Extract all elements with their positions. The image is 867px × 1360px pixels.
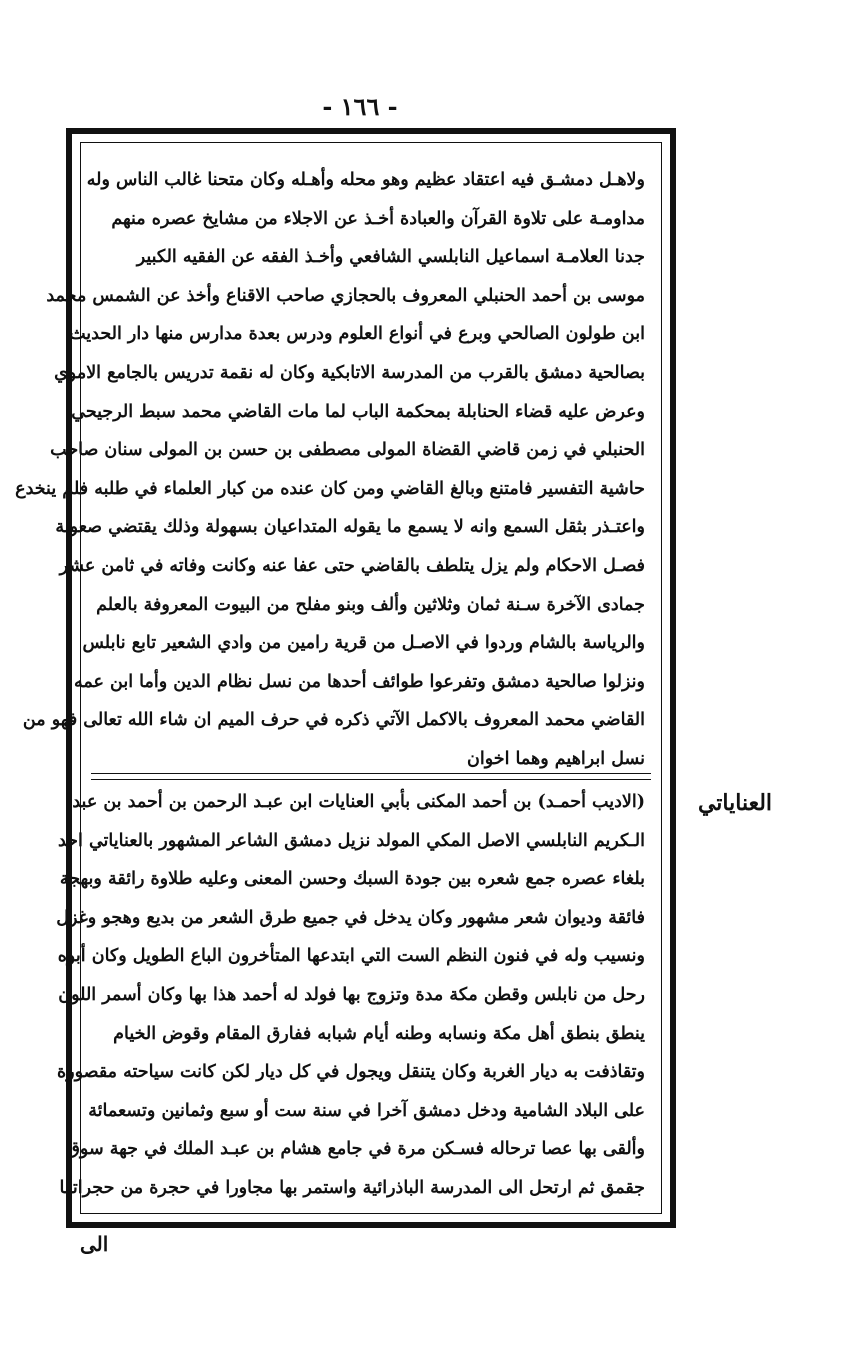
text-line: القاضي محمد المعروف بالاكمل الآتي ذكره في حرف الميم ان شاء الله تعالى فهو من: [22, 710, 645, 731]
page-number: - ١٦٦ -: [322, 92, 398, 121]
text-line: الحنبلي في زمن قاضي القضاة المولى مصطفى بن حسن بن المولى سنان صاحب: [50, 440, 645, 461]
text-line: بصالحية دمشق بالقرب من المدرسة الاتابكية وكان له نقمة تدريس بالجامع الاموي: [54, 362, 645, 383]
catchword: الى: [80, 1232, 109, 1256]
entry-anayati-text: [56, 783, 645, 1208]
text-line: نسل ابراهيم وهما اخوان: [467, 748, 645, 769]
text-line: فائقة وديوان شعر مشهور وكان يدخل في جميع طرق الشعر من بديع وهجو وغزل: [56, 907, 645, 928]
text-line: موسى بن أحمد الحنبلي المعروف بالحجازي صاحب الاقناع وأخذ عن الشمس محمد: [46, 285, 645, 306]
text-line: وتقاذفت به ديار الغربة وكان يتنقل ويجول في كل ديار لكن كانت سياحته مقصورة: [56, 1062, 645, 1083]
text-line: ولاهـل دمشـق فيه اعتقاد عظيم وهو محله وأهـله وكان متحنا غالب الناس وله: [86, 170, 645, 190]
entry-divider: [91, 773, 651, 780]
text-line: جدنا العلامـة اسماعيل النابلسي الشافعي وأخـذ الفقه عن الفقيه الكبير: [136, 247, 645, 268]
text-line: الـكريم النابلسي الاصل المكي المولد نزيل دمشق الشاعر المشهور بالعناياتي احد: [58, 830, 645, 851]
text-line: جمادى الآخرة سـنة ثمان وثلاثين وألف وبنو مفلح من البيوت المعروفة بالعلم: [96, 594, 645, 615]
text-line: ابن طولون الصالحي وبرع في أنواع العلوم ودرس بعدة مدارس منها دار الحديث: [69, 324, 645, 345]
text-line: رحل من نابلس وقطن مكة مدة وتزوج بها فولد له أحمد هذا بها وكان أسمر اللون: [58, 984, 645, 1005]
text-line: واعتـذر بثقل السمع وانه لا يسمع ما يقوله المتداعيان بسهولة وذلك يقتضي صعوبة: [55, 517, 645, 538]
text-line: حاشية التفسير فامتنع وبالغ القاضي ومن كان عنده من كبار العلماء في طلبه فلم ينخدع: [15, 478, 645, 499]
text-line: على البلاد الشامية ودخل دمشق آخرا في سنة ست أو سبع وثمانين وتسعمائة: [88, 1100, 645, 1121]
page-frame-inner: [15, 142, 662, 1214]
page-frame: [15, 128, 676, 1228]
text-line: وألقى بها عصا ترحاله فسـكن مرة في جامع هشام بن عبـد الملك في جهة سوق: [66, 1139, 645, 1160]
text-line: وعرض عليه قضاء الحنابلة بمحكمة الباب لما مات القاضي محمد سبط الرجيحي: [71, 401, 645, 422]
text-line: جقمق ثم ارتحل الى المدرسة الباذرائية واستمر بها مجاورا في حجرة من حجراتها: [59, 1177, 645, 1198]
text-line: مداومـة على تلاوة القرآن والعبادة أخـذ عن الاجلاء من مشايخ عصره منهم: [111, 208, 645, 229]
text-line: ونزلوا صالحية دمشق وتفرعوا طوائف أحدها من نسل نظام الدين وأما ابن عمه: [73, 671, 645, 692]
text-line: بلغاء عصره جمع شعره بين جودة السبك وحسن المعنى وعليه طلاوة رائقة وبهجة: [59, 869, 645, 890]
text-line: فصـل الاحكام ولم يزل يتلطف بالقاضي حتى عفا عنه وكانت وفاته في ثامن عشر: [59, 555, 645, 576]
text-line: ونسيب وله في فنون النظم الست التي ابتدعها المتأخرون الباع الطويل وكان أبوه: [57, 946, 645, 967]
entry-mufleh-text: [15, 161, 645, 779]
text-line: والرياسة بالشام وردوا في الاصـل من قرية رامين من وادي الشعير تابع نابلس: [82, 633, 645, 654]
text-line: (الاديب أحمـد) بن أحمد المكنى بأبي العنايات ابن عبـد الرحمن بن أحمد بن عبد: [72, 792, 645, 812]
margin-entry-name: العناياتي: [697, 790, 773, 816]
text-line: ينطق بنطق أهل مكة ونسابه وطنه أيام شبابه ففارق المقام وقوض الخيام: [113, 1023, 645, 1044]
